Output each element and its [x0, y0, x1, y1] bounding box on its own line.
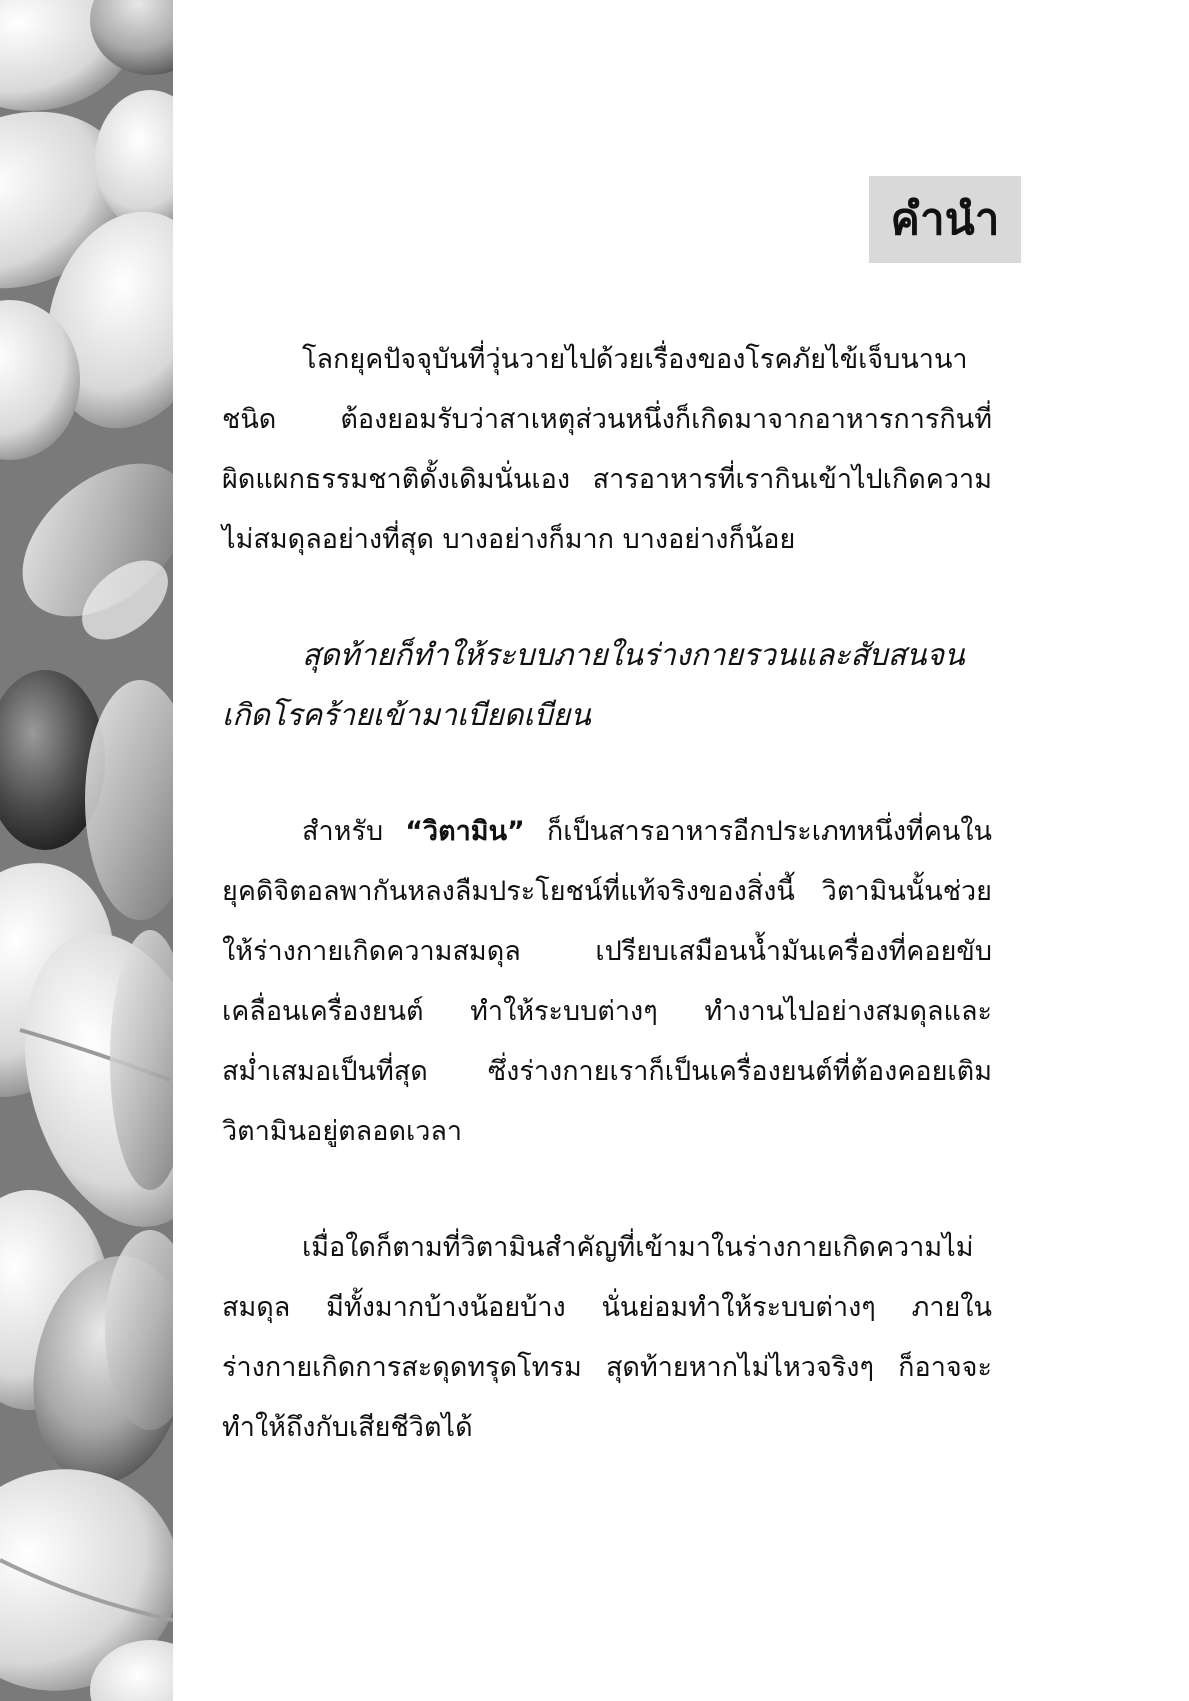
paragraph-3 — [222, 802, 992, 1162]
pills-illustration — [0, 0, 173, 1701]
paragraph-1: โลกยุคปัจจุบันที่วุ่นวายไปด้วยเรื่องของโรคภัยไข้เจ็บนานาชนิด ต้องยอมรับว่าสาเหตุส่วนหนึ่งก็เกิดมาจากอาหารการกินที่ผิดแผกธรรมชาติดั้งเดิมนั่นเอง สารอาหารที่เรากินเข้าไปเกิดความไม่สมดุลอย่างที่สุด บางอย่างก็มาก บางอย่างก็น้อย — [222, 344, 992, 555]
paragraph-4: เมื่อใดก็ตามที่วิตามินสำคัญที่เข้ามาในร่างกายเกิดความไม่สมดุล มีทั้งมากบ้างน้อยบ้าง นั่นย่อมทำให้ระบบต่างๆ ภายในร่างกายเกิดการสะดุดทรุดโทรม สุดท้ายหากไม่ไหวจริงๆ ก็อาจจะทำให้ถึงกับเสียชีวิตได้ — [222, 1232, 992, 1443]
paragraph-3-rest: ก็เป็นสารอาหารอีกประเภทหนึ่งที่คนในยุคดิจิตอลพากันหลงลืมประโยชน์ที่แท้จริงของสิ่งนี้ วิตามินนั้นช่วยให้ร่างกายเกิดความสมดุล เปรียบเสมือนน้ำมันเครื่องที่คอยขับเคลื่อนเครื่องยนต์ ทำให้ระบบต่างๆ ทำงานไปอย่างสมดุลและสม่ำเสมอเป็นที่สุด ซึ่งร่างกายเราก็เป็นเครื่องยนต์ที่ต้องคอยเติมวิตามินอยู่ตลอดเวลา — [222, 816, 992, 1147]
page-title: คำนำ — [890, 193, 1000, 245]
paragraph-2-italic: สุดท้ายก็ทำให้ระบบภายในร่างกายรวนและสับสนจนเกิดโรคร้ายเข้ามาเบียดเบียน — [222, 638, 965, 733]
paragraph-3-lead: สำหรับ — [302, 816, 406, 847]
preface-body — [222, 330, 992, 1458]
heading-box — [869, 176, 1021, 263]
paragraph-3-emphasis: “วิตามิน” — [405, 816, 525, 847]
pills-photo-strip — [0, 0, 173, 1701]
